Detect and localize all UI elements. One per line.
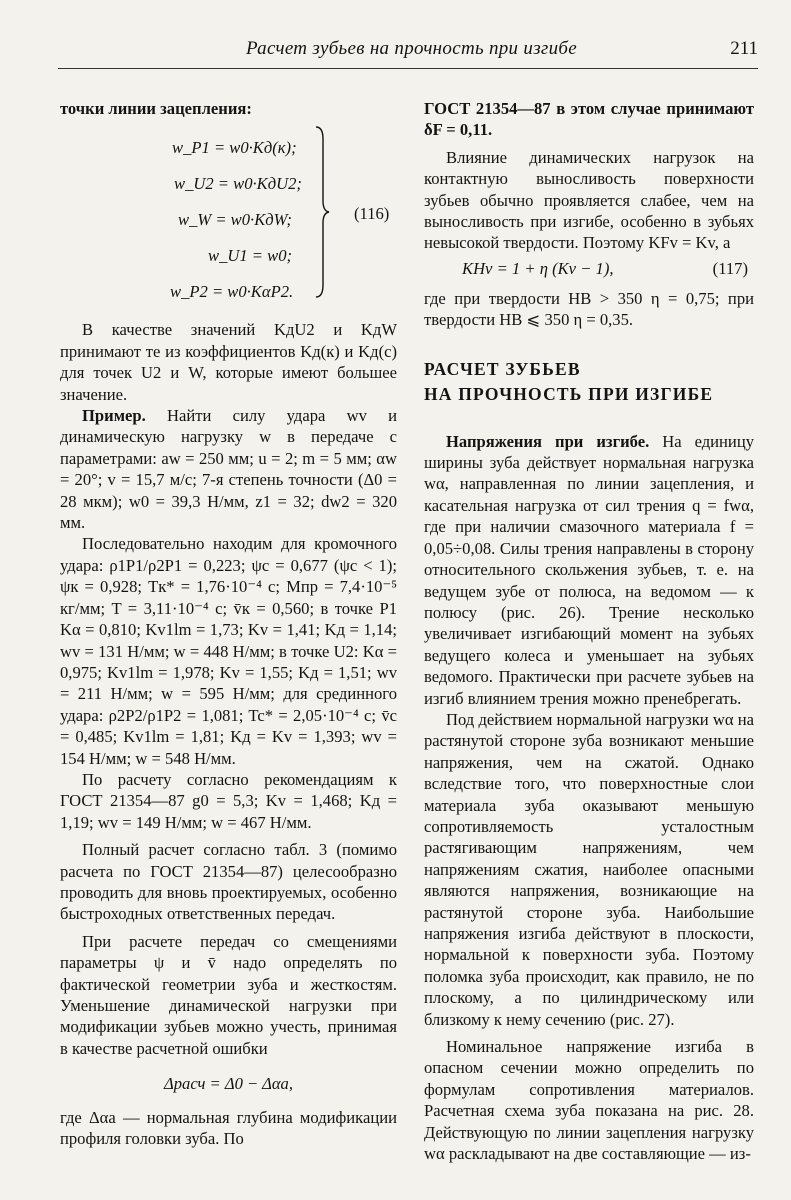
paragraph: По расчету согласно рекомендациям к ГОСТ 21354—87 g0 = 5,3; Kv = 1,468; Kд = 1,19; wv = 149 Н/мм; w = 467 Н/мм. <box>60 769 397 832</box>
section-title <box>424 357 754 407</box>
paragraph: ГОСТ 21354—87 в этом случае принимают δF = 0,11. <box>424 99 754 140</box>
example-label: Пример. <box>82 406 146 426</box>
formula-line: w_P1 = w0·Kд(к); <box>172 138 297 158</box>
right-brace-icon <box>314 125 330 299</box>
section-title-line: НА ПРОЧНОСТЬ ПРИ ИЗГИБЕ <box>424 383 714 404</box>
formula-line: w_W = w0·KдW; <box>178 210 292 230</box>
formula-line: w_P2 = w0·KαP2. <box>170 282 294 302</box>
formula-number: (116) <box>354 204 390 224</box>
paragraph: Под действием нормальной нагрузки wα на растянутой стороне зуба возникают меньшие напряжения, чем на сжатой. Однако вследствие того, что поверхностные слои материала зуба оказывают меньшую сопротивляемость усталостным растягивающим напряжениям, чем напряжениям сжатия, наиболее опасными являются напряжения, возникающие на растянутой стороне зуба. Наибольшие напряжения изгиба действуют в плоскости, нормальной к поверхности зуба. Поэтому поломка зуба происходит, как правило, не по плоскому, а по цилиндрическому или близкому к нему сечению (рис. 27). <box>424 709 754 1029</box>
paragraph: Номинальное напряжение изгиба в опасном сечении можно определить по формулам сопротивления материалов. Расчетная схема зуба показана на рис. 28. Действующую по линии зацепления нагрузку wα раскладывают на две составляющие — из- <box>424 1037 754 1164</box>
formula-line: w_U1 = w0; <box>208 246 293 266</box>
formula-117-row <box>424 258 754 284</box>
intro-line: точки линии зацепления: <box>60 99 252 118</box>
page-number: 211 <box>730 38 758 59</box>
formula-116-block <box>60 123 397 313</box>
subheading: Напряжения при изгибе. <box>446 431 650 451</box>
formula-delta: Δрасч = Δ0 − Δαa, <box>163 1074 293 1094</box>
right-column <box>424 98 754 1164</box>
section-title-line: РАСЧЕТ ЗУБЬЕВ <box>424 358 581 379</box>
running-title: Расчет зубьев на прочность при изгибе <box>246 38 578 59</box>
paragraph: Влияние динамических нагрузок на контактную выносливость поверхности зубьев обычно проявляется слабее, чем на выносливость при изгибе, особенно в зубьях невысокой твердости. Поэтому KFv = Kv, а <box>424 147 754 253</box>
left-column <box>60 98 397 1149</box>
page-header <box>58 34 758 74</box>
header-rule <box>58 68 758 69</box>
paragraph: Найти силу удара wv и динамическую нагрузку w в передаче с параметрами: aw = 250 мм; u = 2; m = 5 мм; αw = 20°; v = 15,7 м/с; 7-я степень точности (Δ0 = 28 мкм); w0 = 39,3 Н/мм, z1 = 32; dw2 = 320 мм. <box>60 406 397 533</box>
paragraph: На единицу ширины зуба действует нормальная нагрузка wα, направленная по линии зацепления, и касательная нагрузка от сил трения q = fwα, где при наличии смазочного материала f = 0,05÷0,08. Силы трения направлены в сторону относительного скольжения зубьев, т. е. на ведущем зубе от полюса, на ведомом — к полюсу (рис. 26). Трение несколько увеличивает изгибающий момент на зубьях ведущего колеса и уменьшает на зубьях ведомого. Практически при расчете зубьев на изгиб влиянием трения можно пренебрегать. <box>424 431 754 708</box>
paragraph: где при твердости HB > 350 η = 0,75; при твердости HB ⩽ 350 η = 0,35. <box>424 288 754 330</box>
formula-line: w_U2 = w0·KдU2; <box>174 174 302 194</box>
paragraph: Последовательно находим для кромочного удара: ρ1P1/ρ2P1 = 0,223; ψc = 0,677 (ψc < 1); ψк = 0,928; Tк* = 1,76·10⁻⁴ с; Mпр = 7,4·10⁻⁵ кг/мм; T = 3,11·10⁻⁴ с; v̄к = 0,560; в точке P1 Kα = 0,810; Kv1lm = 1,73; Kv = 1,41; Kд = 1,14; wv = 131 Н/мм; w = 448 Н/мм; в точке U2: Kα = 0,975; Kv1lm = 1,978; Kv = 1,55; Kд = 1,51; wv = 211 Н/мм; w = 595 Н/мм; для срединного удара: ρ2P2/ρ1P2 = 1,081; Tc* = 2,05·10⁻⁴ с; v̄c = 0,485; Kv1lm = 1,81; Kд = Kv = 1,393; wv = 154 Н/мм; w = 548 Н/мм. <box>60 534 397 768</box>
paragraph: При расчете передач со смещениями параметры ψ и v̄ надо определять по фактической геометрии зуба и жесткостям. Уменьшение динамической нагрузки при модификации зубьев можно учесть, принимая в качестве расчетной ошибки <box>60 931 397 1058</box>
paragraph: где Δαa — нормальная глубина модификации профиля головки зуба. По <box>60 1107 397 1149</box>
formula-number: (117) <box>712 258 748 278</box>
formula-117: KHv = 1 + η (Kv − 1), <box>462 258 614 278</box>
paragraph: Полный расчет согласно табл. 3 (помимо расчета по ГОСТ 21354—87) целесообразно проводить для вновь проектируемых, особенно быстроходных ответственных передач. <box>60 840 397 924</box>
paragraph: В качестве значений KдU2 и KдW принимают те из коэффициентов Kд(к) и Kд(с) для точек U2 и W, которые имеют большее значение. <box>60 320 397 404</box>
